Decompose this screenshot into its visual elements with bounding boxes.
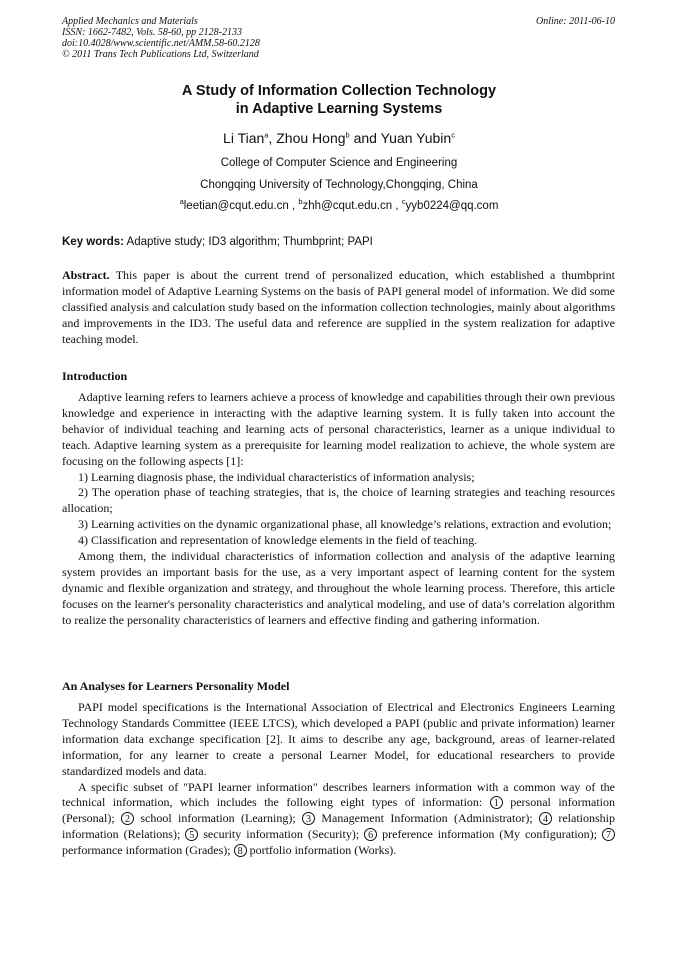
intro-list-item-3: 3) Learning activities on the dynamic organizational phase, all knowledge’s relations, extraction and evolution; <box>78 517 612 532</box>
affiliation-university: Chongqing University of Technology,Chongqing, China <box>200 179 478 191</box>
title-line-1: A Study of Information Collection Technology <box>181 83 497 99</box>
section-2-body <box>62 700 615 859</box>
intro-list-item-1: 1) Learning diagnosis phase, the individual characteristics of information analysis; <box>78 469 475 484</box>
info-type-3: Management Information (Administrator); <box>315 811 540 826</box>
affiliation-college: College of Computer Science and Engineering <box>220 157 458 169</box>
author-2: , Zhou Hong <box>268 130 346 146</box>
intro-paragraph-2: Among them, the individual characteristics of information collection and analysis of the adaptive learning system provides an important basis for the use, as a very important aspect of learning content for the system dynamic and flexible organization and strategy, and throughout the whole learning process. Therefore, this article focuses on the learner's personality characteristics and analytical modeling, and use of data’s correlation algorithm to realize the personality characteristics of learners and effective finding and gathering information. <box>62 549 615 627</box>
circled-number-7: 7 <box>602 828 615 841</box>
section-2-paragraph-2-start: A specific subset of "PAPI learner information" describes learners information with a common way of the technical information, which includes the following eight types of information: <box>62 779 615 810</box>
journal-issn: ISSN: 1662-7482, Vols. 58-60, pp 2128-2133 <box>62 27 242 38</box>
section-2-heading: An Analyses for Learners Personality Model <box>62 679 290 693</box>
online-date: Online: 2011-06-10 <box>536 16 615 27</box>
circled-number-1: 1 <box>490 796 503 809</box>
info-type-8: portfolio information (Works). <box>246 843 397 858</box>
circled-number-6: 6 <box>364 828 377 841</box>
paper-title <box>0 82 678 118</box>
section-2-paragraph-1: PAPI model specifications is the International Association of Electrical and Electronics Engineers Learning Technology Standards Committee (IEEE LTCS), which developed a PAPI (public and private information) learner information data exchange specification [2]. It aims to describe any age, background, areas of learner-related information, for any learner to create a personal Learner Model, for educational researchers to provide standardized models and data. <box>62 700 615 778</box>
introduction-heading: Introduction <box>62 369 128 383</box>
journal-doi: doi:10.4028/www.scientific.net/AMM.58-60.2128 <box>62 38 260 49</box>
info-type-1: personal information (Personal); <box>62 795 615 826</box>
email-b-mark: b <box>298 197 303 207</box>
journal-info <box>62 16 260 60</box>
circled-number-2: 2 <box>121 812 134 825</box>
author-2-mark: b <box>345 130 350 140</box>
intro-list-item-2: 2) The operation phase of teaching strategies, that is, the choice of learning strategies and teaching resources allocation; <box>62 485 615 516</box>
abstract <box>62 268 615 348</box>
circled-number-3: 3 <box>302 812 315 825</box>
info-type-7: performance information (Grades); <box>62 843 234 858</box>
author-3-mark: c <box>451 130 455 140</box>
intro-paragraph-1: Adaptive learning refers to learners achieve a process of knowledge and capabilities through their own previous knowledge and experience in interacting with the adaptive learning system. It is fully taken into account the behavior of individual teaching and learning acts of personal characteristics, learner as a unique individual to teach. Adaptive learning system as a prerequisite for learning model realization to achieve, the whole system are focusing on the following aspects [1]: <box>62 390 615 468</box>
circled-number-8: 8 <box>234 844 247 857</box>
title-line-2: in Adaptive Learning Systems <box>235 101 443 117</box>
abstract-label: Abstract. <box>62 268 110 282</box>
journal-name: Applied Mechanics and Materials <box>62 16 198 27</box>
journal-copyright: © 2011 Trans Tech Publications Ltd, Switzerland <box>62 49 259 60</box>
circled-number-5: 5 <box>185 828 198 841</box>
email-c: yyb0224@qq.com <box>405 200 499 212</box>
keywords <box>62 235 615 249</box>
author-emails <box>0 199 678 213</box>
circled-number-4: 4 <box>539 812 552 825</box>
author-list <box>0 129 678 147</box>
info-type-6: preference information (My configuration); <box>377 827 602 842</box>
info-type-5: security information (Security); <box>198 827 365 842</box>
introduction-body <box>62 390 615 629</box>
keywords-label: Key words: <box>62 236 124 248</box>
abstract-text: This paper is about the current trend of personalized education, which established a thumbprint information model of Adaptive Learning Systems on the basis of PAPI general model of information. We did some classified analysis and calculation study based on the information collection technologies, mainly about algorithms and improvements in the ID3. The useful data and reference are supplied in the system realization for adaptive teaching model. <box>62 268 615 346</box>
intro-list-item-4: 4) Classification and representation of knowledge elements in the field of teaching. <box>78 533 478 548</box>
email-a: leetian@cqut.edu.cn , <box>183 200 299 212</box>
email-b: zhh@cqut.edu.cn , <box>302 200 402 212</box>
section-2-paragraph-2 <box>62 780 615 860</box>
email-a-mark: a <box>179 197 184 207</box>
email-c-mark: c <box>401 197 406 207</box>
keywords-text: Adaptive study; ID3 algorithm; Thumbprint; PAPI <box>124 236 373 248</box>
author-3: and Yuan Yubin <box>349 130 452 146</box>
author-1: Li Tian <box>223 130 265 146</box>
author-1-mark: a <box>264 130 269 140</box>
info-type-4: relationship information (Relations); <box>62 811 616 842</box>
info-type-2: school information (Learning); <box>134 811 303 826</box>
